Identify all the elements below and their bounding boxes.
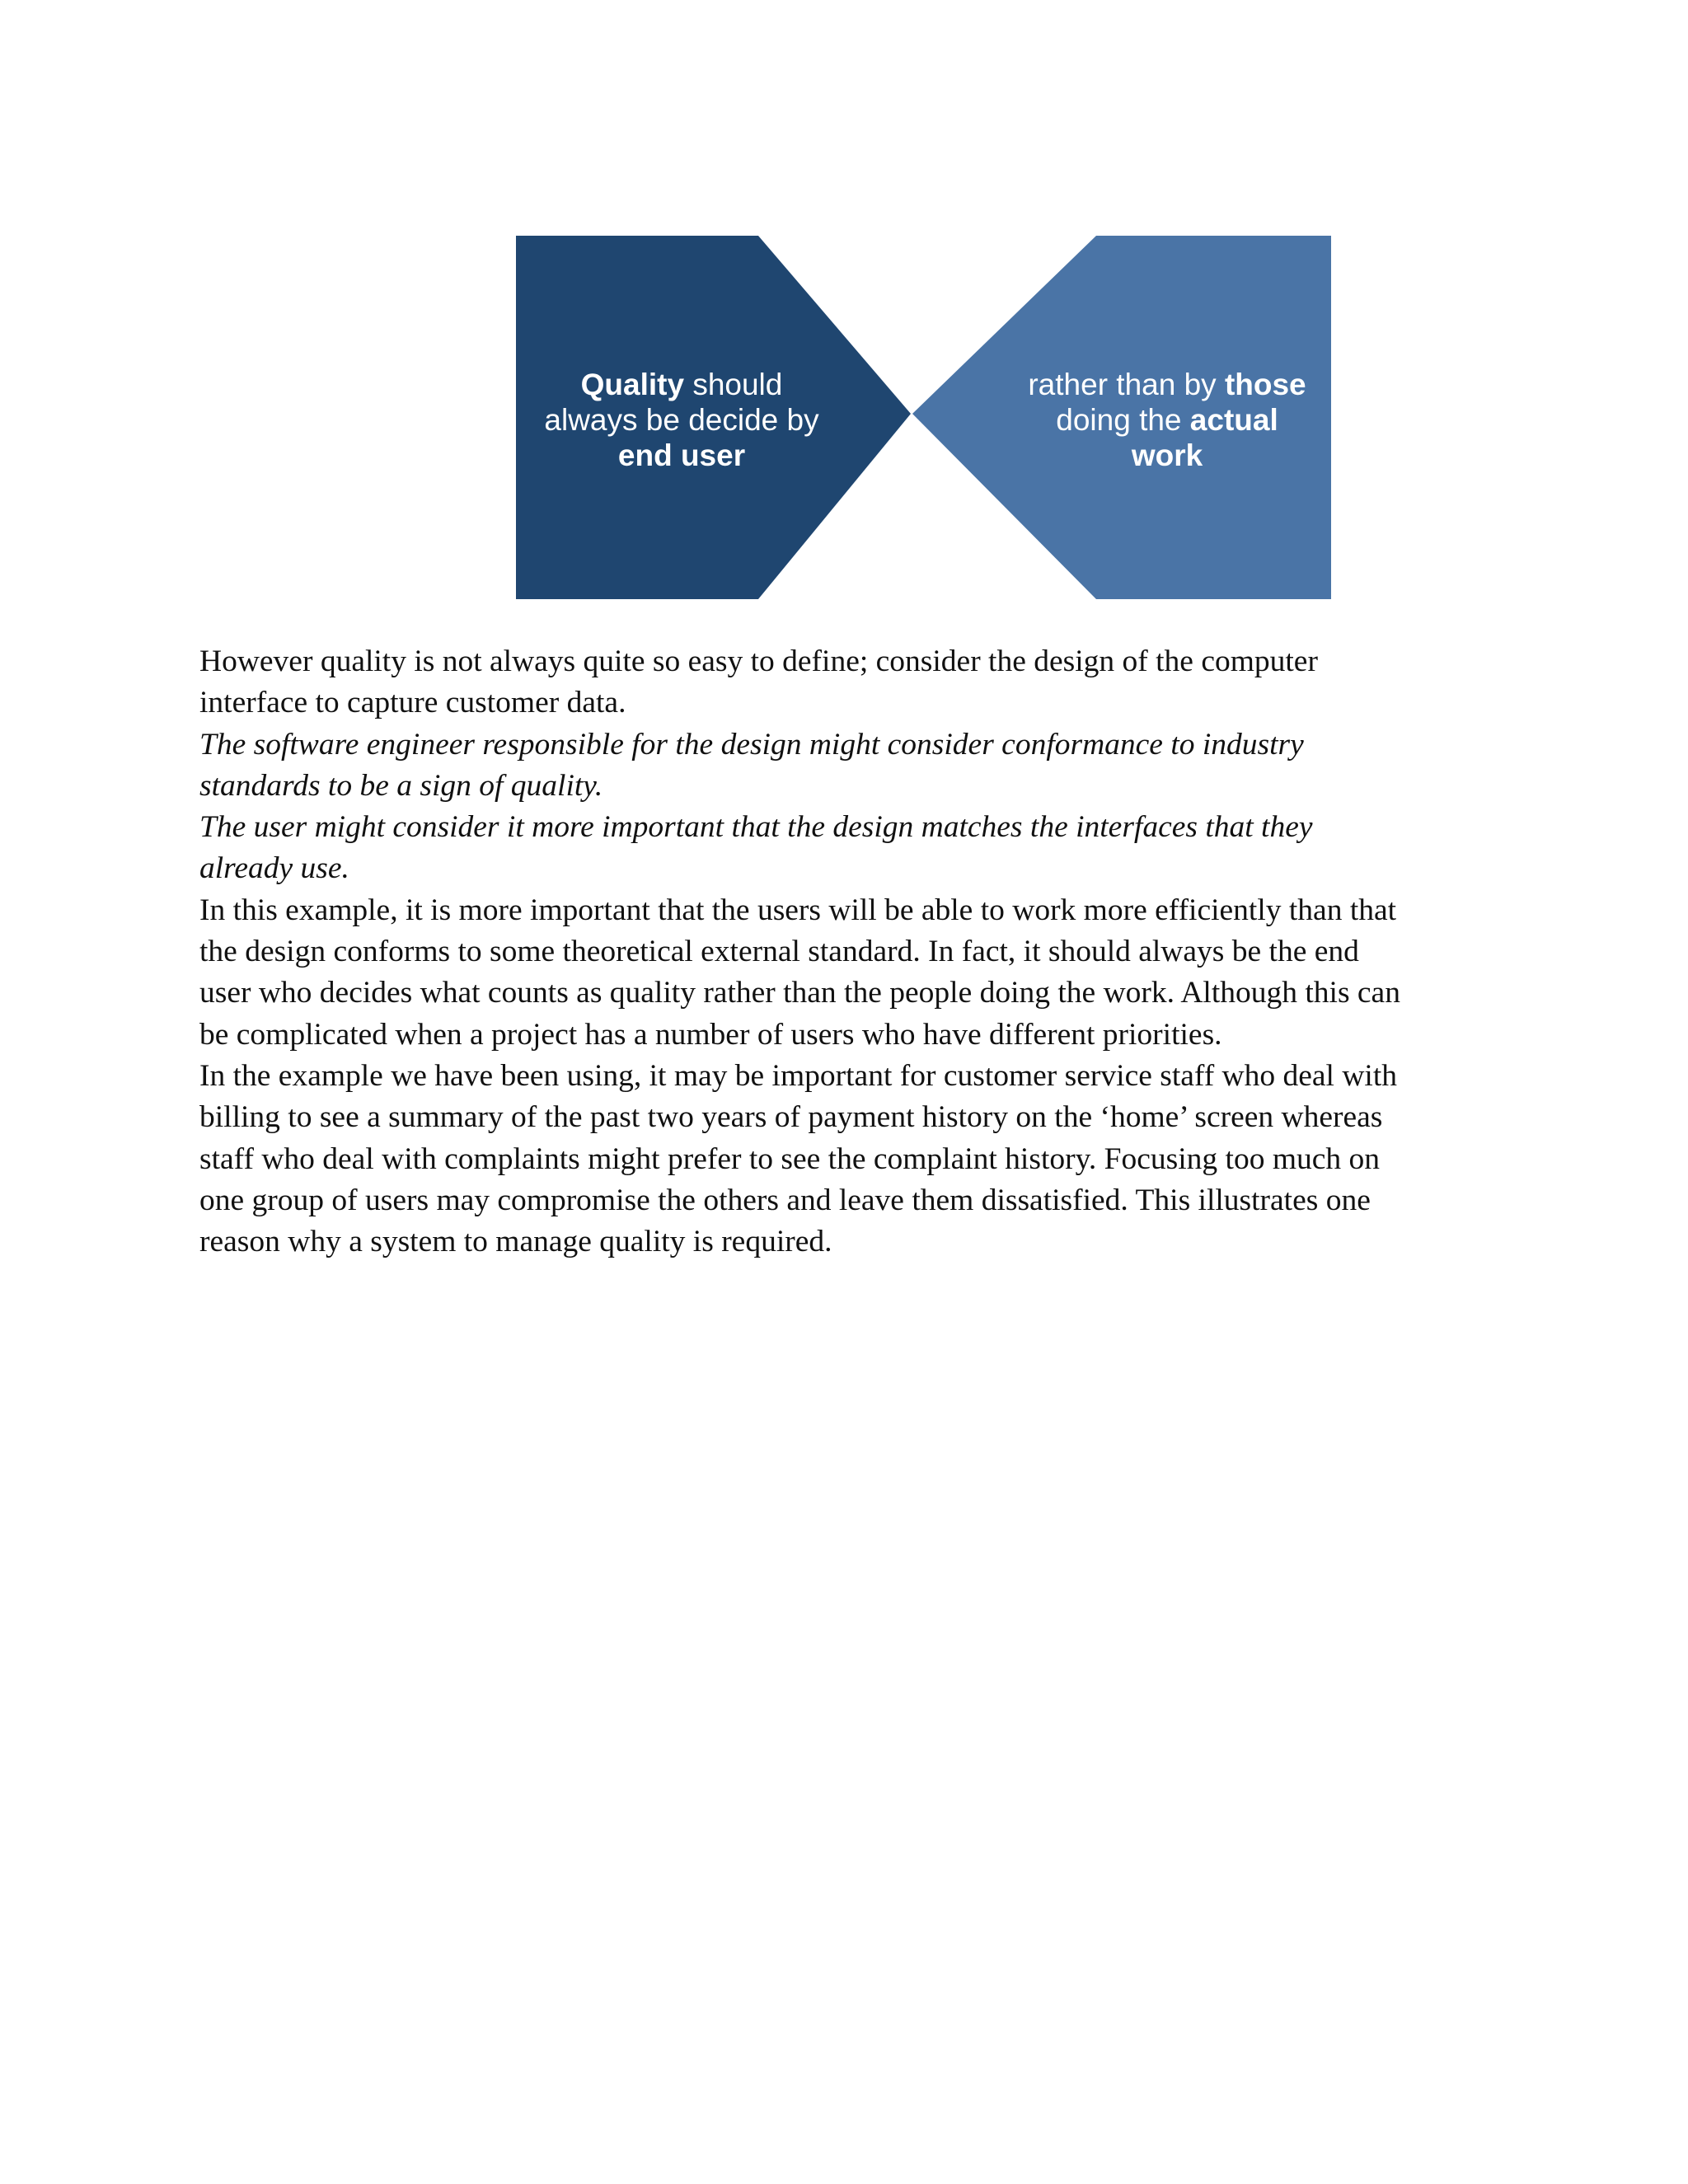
quality-diagram — [511, 227, 1343, 610]
text-line: In this example, it is more important that the users will be able to work more efficiently than that — [199, 893, 1397, 927]
text-line: billing to see a summary of the past two years of payment history on the ‘home’ screen whereas — [199, 1100, 1383, 1135]
text-line: In the example we have been using, it may be important for customer service staff who deal with — [199, 1058, 1398, 1093]
text-line: one group of users may compromise the others and leave them dissatisfied. This illustrates one — [199, 1183, 1371, 1217]
text-line: the design conforms to some theoretical external standard. In fact, it should always be the end — [199, 935, 1359, 969]
text-line: standards to be a sign of quality. — [199, 768, 603, 803]
paragraph-user-view — [199, 807, 1502, 890]
text-line: reason why a system to manage quality is required. — [199, 1225, 832, 1259]
paragraph-engineer-view — [199, 724, 1502, 808]
text-line: The software engineer responsible for the design might consider conformance to industry — [199, 727, 1304, 762]
text-line: staff who deal with complaints might prefer to see the complaint history. Focusing too much on — [199, 1141, 1381, 1176]
left-panel-line-3: end user — [617, 438, 746, 472]
paragraph-end-user-decides — [199, 890, 1502, 1056]
text-line: already use. — [199, 851, 349, 886]
body-text — [199, 641, 1502, 1263]
left-panel-line-1: Quality should — [580, 368, 783, 401]
right-panel-line-2: doing the actual — [1056, 403, 1278, 437]
paragraph-quality-definition — [199, 641, 1502, 724]
paragraph-example-users — [199, 1056, 1502, 1263]
right-panel-line-3: work — [1131, 438, 1203, 472]
text-line: The user might consider it more important that the design matches the interfaces that they — [199, 810, 1313, 845]
text-line: interface to capture customer data. — [199, 686, 626, 720]
right-panel-line-1: rather than by those — [1028, 368, 1306, 401]
text-line: However quality is not always quite so easy to define; consider the design of the computer — [199, 644, 1318, 678]
text-line: user who decides what counts as quality rather than the people doing the work. Although this can — [199, 976, 1400, 1010]
text-line: be complicated when a project has a number of users who have different priorities. — [199, 1017, 1222, 1052]
left-panel-line-2: always be decide by — [544, 403, 819, 437]
